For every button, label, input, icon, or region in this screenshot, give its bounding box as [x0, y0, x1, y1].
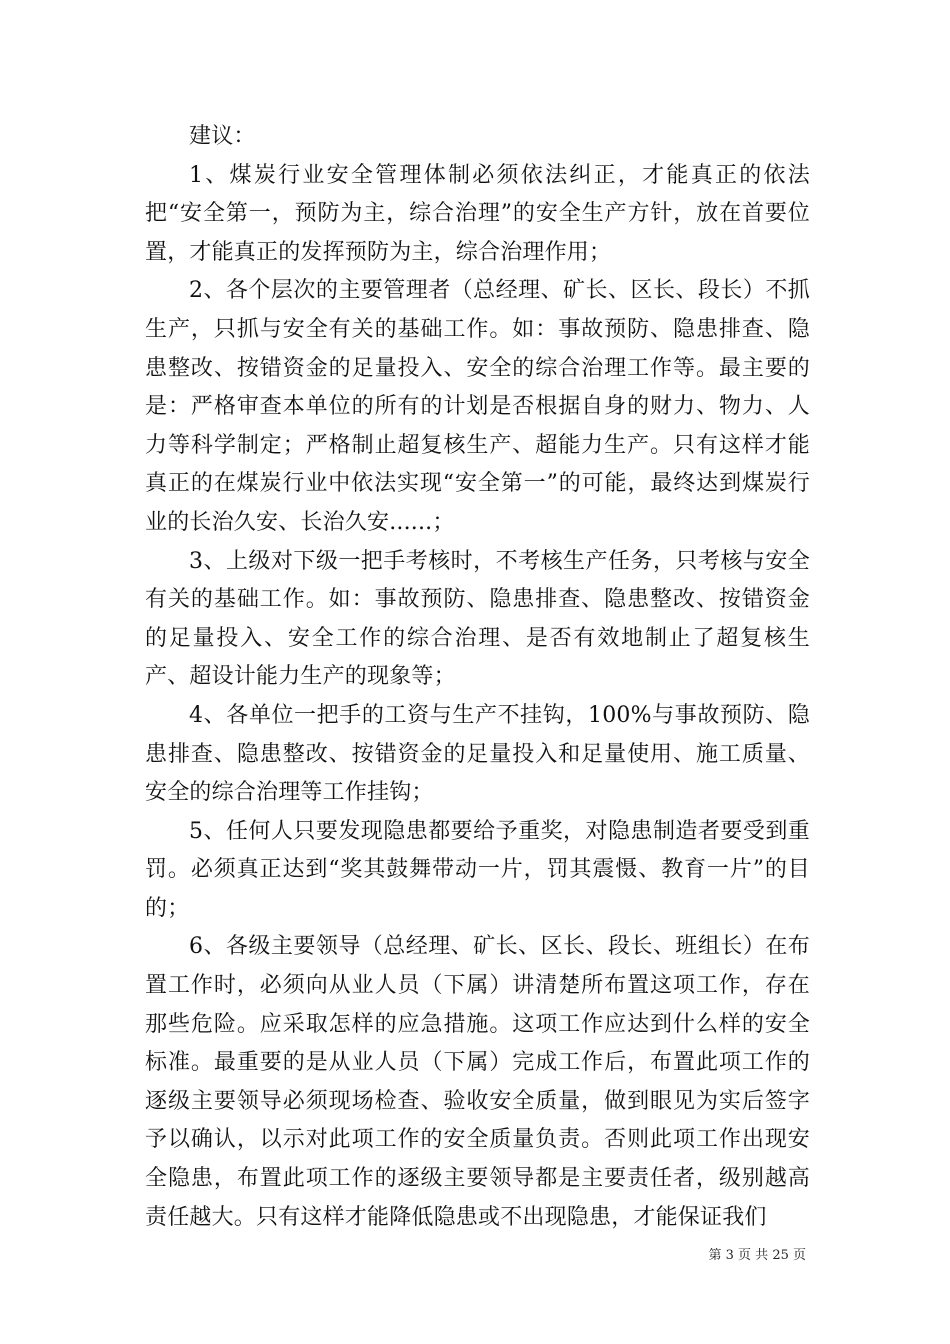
- document-body: [145, 118, 810, 1237]
- paragraph-item-1: 1、煤炭行业安全管理体制必须依法纠正，才能真正的依法把“安全第一，预防为主，综合治理”的安全生产方针，放在首要位置，才能真正的发挥预防为主，综合治理作用；: [145, 162, 810, 265]
- page-number-footer: 第 3 页 共 25 页: [708, 1248, 806, 1263]
- paragraph-heading: 建议：: [189, 124, 256, 149]
- paragraph-item-4: 4、各单位一把手的工资与生产不挂钩，100%与事故预防、隐患排查、隐患整改、按错资金的足量投入和足量使用、施工质量、安全的综合治理等工作挂钩；: [145, 702, 810, 806]
- paragraph-item-5: 5、任何人只要发现隐患都要给予重奖，对隐患制造者要受到重罚。必须真正达到“奖其鼓舞带动一片，罚其震慑、教育一片”的目的；: [145, 818, 810, 921]
- paragraph-item-2: 2、各个层次的主要管理者（总经理、矿长、区长、段长）不抓生产，只抓与安全有关的基础工作。如：事故预防、隐患排查、隐患整改、按错资金的足量投入、安全的综合治理工作等。最主要的是：严格审查本单位的所有的计划是否根据自身的财力、物力、人力等科学制定；严格制止超复核生产、超能力生产。只有这样才能真正的在煤炭行业中依法实现“安全第一”的可能，最终达到煤炭行业的长治久安、长治久安......；: [145, 278, 810, 535]
- paragraph-item-6: 6、各级主要领导（总经理、矿长、区长、段长、班组长）在布置工作时，必须向从业人员（下属）讲清楚所布置这项工作，存在那些危险。应采取怎样的应急措施。这项工作应达到什么样的安全标准。最重要的是从业人员（下属）完成工作后，布置此项工作的逐级主要领导必须现场检查、验收安全质量，做到眼见为实后签字予以确认，以示对此项工作的安全质量负责。否则此项工作出现安全隐患，布置此项工作的逐级主要领导都是主要责任者，级别越高责任越大。只有这样才能降低隐患或不出现隐患，才能保证我们: [145, 934, 810, 1230]
- paragraph-item-3: 3、上级对下级一把手考核时，不考核生产任务，只考核与安全有关的基础工作。如：事故预防、隐患排查、隐患整改、按错资金的足量投入、安全工作的综合治理、是否有效地制止了超复核生产、超设计能力生产的现象等；: [145, 548, 810, 690]
